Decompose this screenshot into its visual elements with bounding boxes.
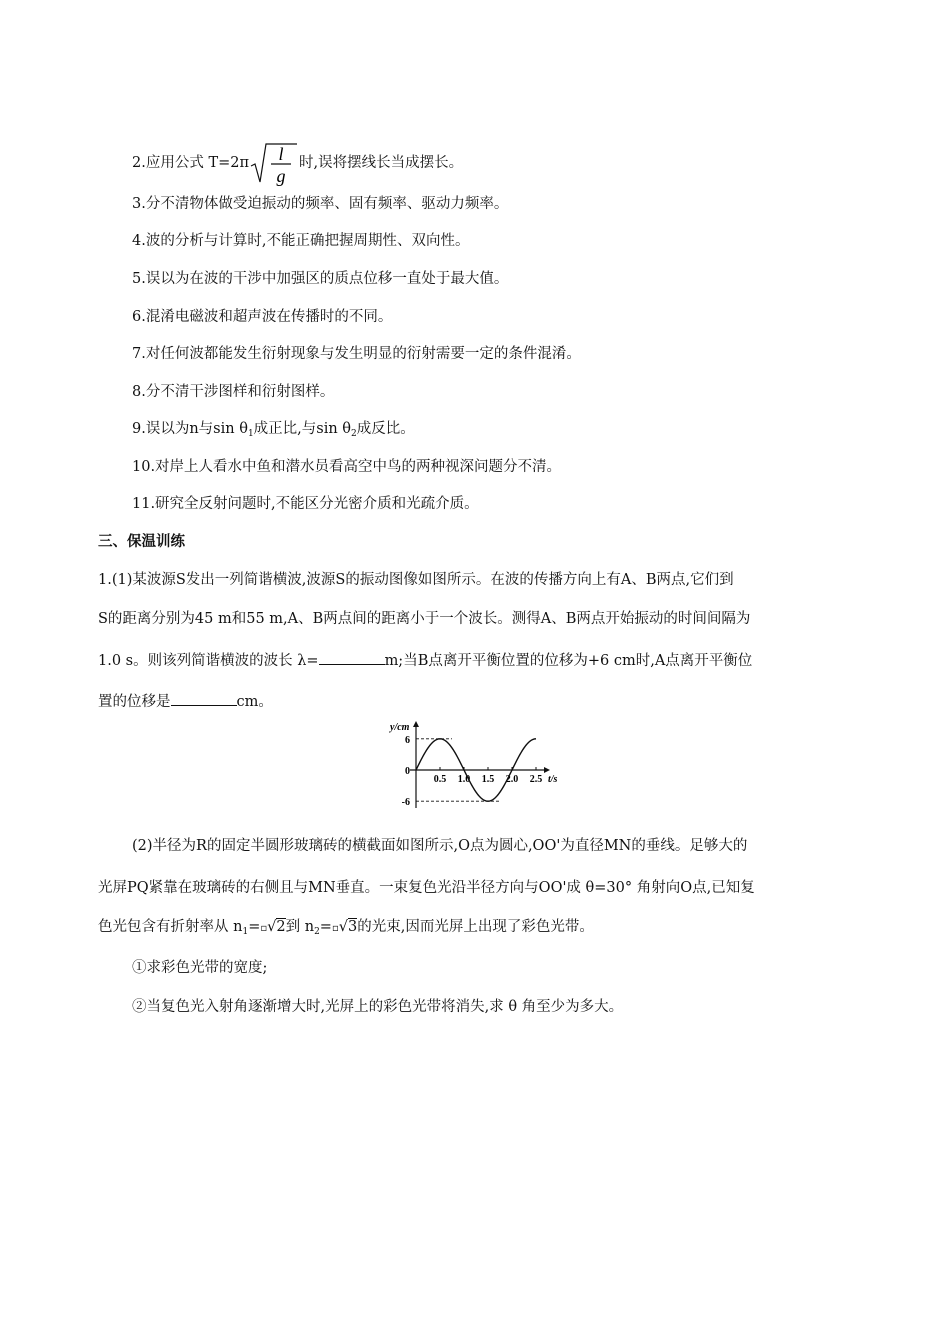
item-2-suffix: 时,误将摆线长当成摆长。: [299, 155, 464, 171]
item-9-sub-2: 2: [351, 429, 357, 439]
q1-line-3: [98, 649, 752, 670]
item-9-part-b: 成正比,与sin θ: [253, 421, 352, 437]
mistake-item-9: [132, 417, 415, 439]
y-tick-label: 6: [405, 734, 410, 746]
y-tick-label: -6: [401, 797, 410, 809]
mistake-item-5: 5.误以为在波的干涉中加强区的质点位移一直处于最大值。: [132, 271, 509, 287]
mistake-item-11: 11.研究全反射问题时,不能区分光密介质和光疏介质。: [132, 496, 479, 512]
n1-subscript: 1: [242, 927, 249, 937]
q1-line-1: 1.(1)某波源S发出一列简谐横波,波源S的振动图像如图所示。在波的传播方向上有A、B两点,它们到: [98, 572, 734, 588]
mistake-item-7: 7.对任何波都能发生衍射现象与发生明显的衍射需要一定的条件混淆。: [132, 346, 581, 362]
item-9-part-c: 成反比。: [356, 421, 415, 437]
q2-line-2: 光屏PQ紧靠在玻璃砖的右侧且与MN垂直。一束复色光沿半径方向与OO'成 θ=30° 角射向O点,已知复: [98, 880, 755, 896]
mistake-item-8: 8.分不清干涉图样和衍射图样。: [132, 384, 335, 400]
y-tick-label: 0: [405, 766, 410, 777]
mistake-item-6: 6.混淆电磁波和超声波在传播时的不同。: [132, 309, 393, 325]
wavelength-blank: [319, 652, 385, 665]
sqrt-icon: √: [267, 919, 277, 935]
x-axis-arrow: [544, 767, 550, 773]
mistake-item-3: 3.分不清物体做受迫振动的频率、固有频率、驱动力频率。: [132, 196, 509, 212]
q1-line-4-b: cm。: [236, 694, 273, 710]
x-tick-label: 2.5: [529, 774, 543, 785]
section-title: 三、保温训练: [98, 534, 185, 550]
sqrt-icon: √: [338, 919, 348, 935]
formula-denominator: g: [276, 166, 286, 186]
x-tick-label: 1.5: [481, 774, 495, 785]
q1-line-2: S的距离分别为45 m和55 m,A、B两点间的距离小于一个波长。测得A、B两点开始振动的时间间隔为: [98, 611, 751, 627]
sqrt-3-value: 3: [347, 919, 358, 935]
q2-equals-2: =: [319, 919, 332, 935]
q2-line-3-g: 的光束,因而光屏上出现了彩色光带。: [357, 919, 594, 935]
mistake-item-10: 10.对岸上人看水中鱼和潜水员看高空中鸟的两种视深问题分不清。: [132, 459, 562, 475]
item-9-part-a: 9.误以为n与sin θ: [132, 421, 248, 437]
q2-line-3-d: 到 n: [285, 919, 315, 935]
q1-line-4: [98, 690, 273, 711]
vibration-graph: [376, 718, 566, 813]
x-tick-label: 0.5: [433, 774, 447, 785]
q2-sub-question-2: ②当复色光入射角逐渐增大时,光屏上的彩色光带将消失,求 θ 角至少为多大。: [132, 999, 624, 1015]
item-9-sub-1: 1: [247, 429, 254, 439]
x-tick-label: 2.0: [505, 774, 519, 785]
item-2-prefix: 2.应用公式 T=2π: [132, 155, 250, 171]
q2-line-3: 色光包含有折射率从 $n_1=▫√2$到 $n_2=▫√3$的光束,因而光屏上出现了彩色光带。: [98, 919, 594, 937]
sqrt-fraction-formula: [249, 140, 299, 186]
n2-subscript: 2: [314, 927, 320, 937]
mistake-item-4: 4.波的分析与计算时,不能正确把握周期性、双向性。: [132, 233, 470, 249]
x-axis-label: t/s: [548, 774, 558, 785]
x-tick-label: 1.0: [457, 774, 471, 785]
y-axis-label: y/cm: [390, 722, 410, 733]
q2-line-3-a: 色光包含有折射率从 n: [98, 919, 243, 935]
q1-line-4-a: 置的位移是: [98, 694, 171, 710]
q2-sub-question-1: ①求彩色光带的宽度;: [132, 960, 268, 976]
mistake-item-2: [132, 140, 463, 186]
y-axis-arrow: [413, 721, 419, 727]
formula-numerator: l: [278, 144, 284, 164]
sqrt-2-value: 2: [276, 919, 286, 935]
q1-line-3-b: m;当B点离开平衡位置的位移为+6 cm时,A点离开平衡位: [384, 653, 753, 669]
q2-line-1: (2)半径为R的固定半圆形玻璃砖的横截面如图所示,O点为圆心,OO'为直径MN的垂线。足够大的: [132, 838, 748, 854]
displacement-blank: [171, 693, 237, 706]
q1-line-3-a: 1.0 s。则该列简谐横波的波长 λ=: [98, 653, 319, 669]
q2-equals-1: =: [248, 919, 261, 935]
